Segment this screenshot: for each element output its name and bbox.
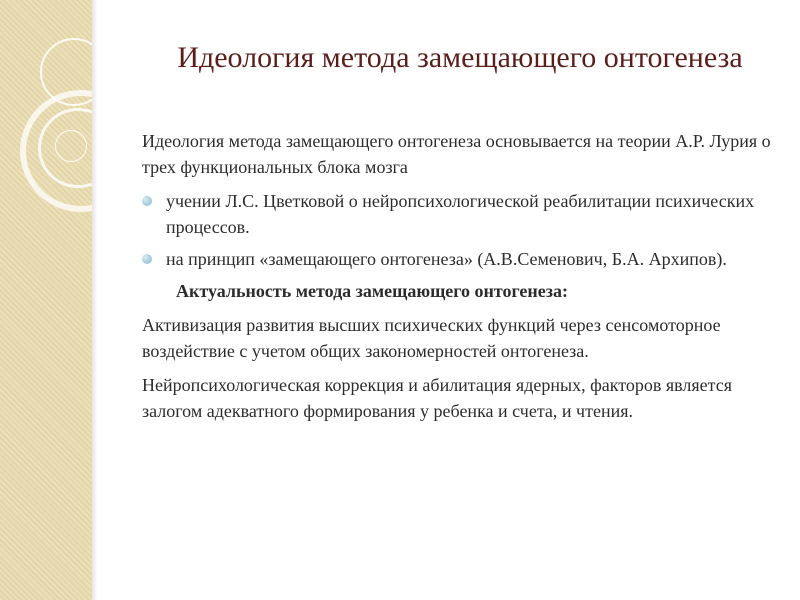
- slide-content: [142, 128, 782, 432]
- bullet-text: на принцип «замещающего онтогенеза» (А.В.Семенович, Б.А. Архипов).: [166, 249, 727, 269]
- circle-bullet-icon: [142, 196, 152, 206]
- ring-decoration-icon: [55, 130, 87, 162]
- paragraph-activation: Активизация развития высших психических функций через сенсомоторное воздействие с учетом общих закономерностей онтогенеза.: [142, 315, 721, 361]
- paragraph-correction: Нейропсихологическая коррекция и абилитация ядерных, факторов является залогом адекватного формирования у ребенка и счета, и чтения.: [142, 375, 733, 421]
- bullet-text: учении Л.С. Цветковой о нейропсихологической реабилитации психических процессов.: [166, 191, 755, 237]
- bullet-item: [142, 188, 782, 240]
- decorative-sidebar: [0, 0, 92, 600]
- relevance-heading: Актуальность метода замещающего онтогенеза:: [176, 281, 569, 301]
- slide-title: Идеология метода замещающего онтогенеза: [177, 41, 743, 74]
- intro-paragraph: Идеология метода замещающего онтогенеза основывается на теории А.Р. Лурия о трех функциональных блока мозга: [142, 131, 771, 177]
- bullet-item: [142, 246, 782, 272]
- circle-bullet-icon: [142, 254, 152, 264]
- sidebar-shadow: [92, 0, 98, 600]
